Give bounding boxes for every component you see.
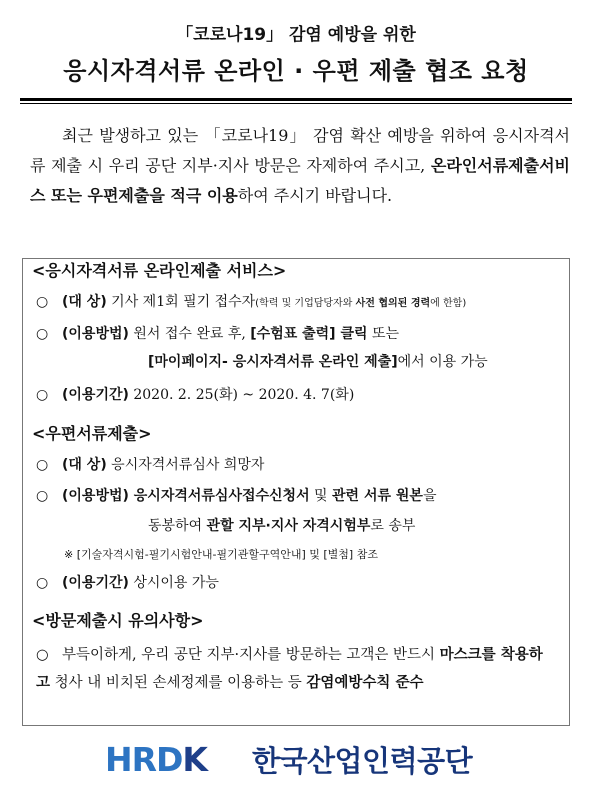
- mail-method-text-b: 및: [309, 488, 333, 504]
- hrdk-logo: [105, 740, 207, 780]
- intro-emphasis: 온라인서류제출서비스 또는 우편제출을 적극 이용: [30, 156, 570, 205]
- intro-paragraph: [30, 121, 570, 211]
- mail-period-text: 상시이용 가능: [128, 575, 219, 591]
- hrdk-logo-k: K: [182, 740, 207, 779]
- online-period-row: [36, 384, 354, 406]
- mail-method-cont-c: 로 송부: [370, 518, 416, 534]
- bullet-circle: ○: [36, 326, 49, 342]
- online-target-note-a: (학력 및 기업담당자와: [255, 298, 356, 309]
- mail-period-label: (이용기간): [62, 575, 129, 591]
- title-rule-thin: [20, 103, 572, 104]
- online-method-text-c: 또는: [367, 326, 399, 342]
- mail-method-label: (이용방법): [62, 488, 129, 504]
- online-period-text: 2020. 2. 25(화) ~ 2020. 4. 7(화): [128, 387, 355, 403]
- mail-method-continuation: [148, 515, 415, 537]
- hrdk-logo-text: HRD: [105, 740, 183, 779]
- online-target-text: 기사 제1회 필기 접수자: [106, 294, 256, 310]
- online-method-row: [36, 323, 399, 345]
- bullet-circle: ○: [36, 575, 49, 591]
- mail-target-label: (대 상): [62, 457, 107, 473]
- online-target-note-b: 사전 협의된 경력: [355, 298, 431, 309]
- online-method-cont-a: [마이페이지- 응시자격서류 온라인 제출]: [148, 354, 398, 370]
- online-period-label: (이용기간): [62, 387, 129, 403]
- document-title: 응시자격서류 온라인 · 우편 제출 협조 요청: [63, 57, 529, 85]
- mail-target-row: [36, 454, 264, 476]
- mail-target-text: 응시자격서류심사 희망자: [106, 457, 265, 473]
- title-rule-thick: [20, 98, 572, 101]
- mail-method-text-c: 관련 서류 원본: [332, 488, 423, 504]
- mail-method-text-d: 을: [422, 488, 437, 504]
- document-header: [0, 24, 592, 86]
- mail-method-row: [36, 485, 436, 507]
- mail-method-text-a: 응시자격서류심사접수신청서: [128, 488, 310, 504]
- footer-branding: [0, 738, 592, 782]
- document-subtitle: 「코로나19」 감염 예방을 위한: [176, 25, 416, 45]
- bullet-circle: ○: [36, 387, 49, 403]
- visit-text-d: 감염예방수칙 준수: [306, 675, 424, 691]
- online-method-label: (이용방법): [62, 326, 129, 342]
- intro-text: 최근 발생하고 있는 「코로나19」 감염 확산 예방을 위하여 응시자격서류 제출 시 우리 공단 지부·지사 방문은 자제하여 주시고,: [30, 126, 570, 175]
- online-section-heading: <응시자격서류 온라인제출 서비스>: [32, 261, 287, 280]
- visit-section-heading: <방문제출시 유의사항>: [32, 611, 204, 630]
- mail-reference-note: ※ [기술자격시험-필기시험안내-필기관할구역안내] 및 [별첨] 참조: [64, 548, 378, 561]
- intro-text-end: 하여 주시기 바랍니다.: [237, 186, 393, 205]
- online-method-text-a: 원서 접수 완료 후,: [128, 326, 251, 342]
- bullet-circle: ○: [36, 294, 49, 310]
- visit-text-b: 마스크를 착용하고: [36, 647, 543, 691]
- online-method-cont-b: 에서 이용 가능: [397, 354, 488, 370]
- bullet-circle: ○: [36, 647, 49, 663]
- visit-paragraph: [36, 641, 550, 697]
- mail-section-heading: <우편서류제출>: [32, 424, 152, 443]
- online-target-label: (대 상): [62, 294, 107, 310]
- visit-text-a: 부득이하게, 우리 공단 지부·지사를 방문하는 고객은 반드시: [62, 647, 440, 663]
- online-target-row: [36, 291, 466, 315]
- visit-text-c: 청사 내 비치된 손세정제를 이용하는 등: [50, 675, 307, 691]
- mail-method-cont-a: 동봉하여: [148, 518, 207, 534]
- mail-period-row: [36, 572, 219, 594]
- online-method-continuation: [148, 351, 488, 373]
- online-method-text-b: [수험표 출력] 클릭: [250, 326, 368, 342]
- online-target-note-c: 에 한함): [430, 298, 467, 309]
- mail-method-cont-b: 관할 지부·지사 자격시험부: [206, 518, 371, 534]
- bullet-circle: ○: [36, 457, 49, 473]
- bullet-circle: ○: [36, 488, 49, 504]
- organization-name: 한국산업인력공단: [252, 744, 473, 778]
